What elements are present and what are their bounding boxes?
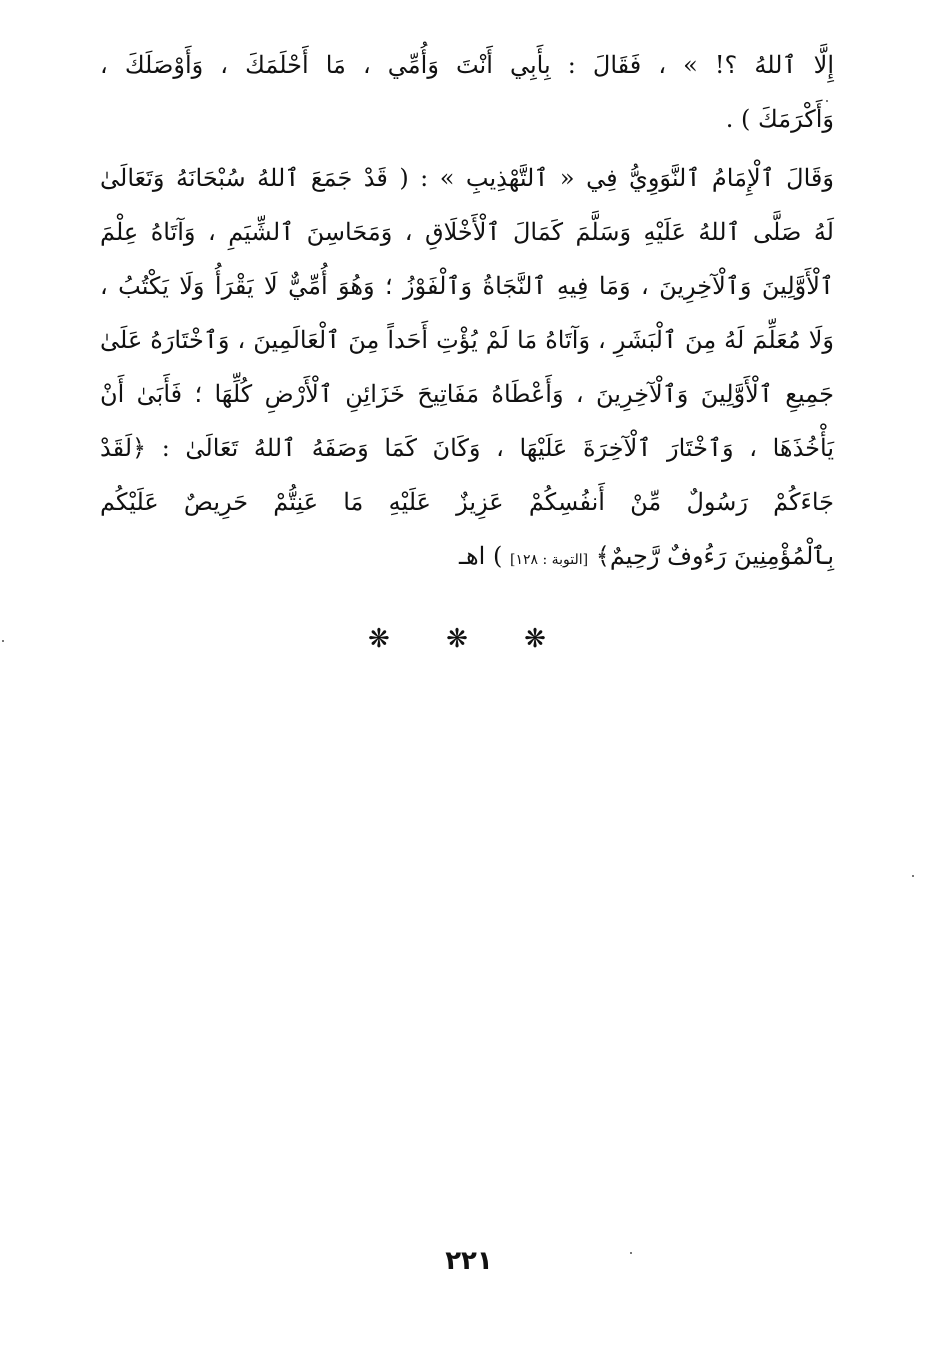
text-line: إِلَّا ٱللهُ ؟! » ، فَقَالَ : بِأَبِي أَنْتَ وَأُمِّي ، مَا أَحْلَمَكَ ، وَأَوْصَلَكَ ، <box>100 51 834 79</box>
text-line: ٱلْأَوَّلِينَ وَٱلْآخِرِينَ ، وَمَا فِيهِ ٱلنَّجَاةُ وَٱلْفَوْزُ ؛ وَهُوَ أُمِّيٌّ لَا يَقْرَأُ وَلَا يَكْتُبُ ، <box>100 272 834 300</box>
scan-speck <box>2 640 4 642</box>
section-separator: ❋ ❋ ❋ <box>368 624 570 654</box>
quran-verse-end: بِٱلْمُؤْمِنِينَ رَءُوفٌ رَّحِيمٌ﴾ <box>595 542 834 570</box>
scan-speck <box>912 875 914 877</box>
quote-closing: ) اهـ <box>458 542 503 570</box>
text-line: يَأْخُذَهَا ، وَٱخْتَارَ ٱلْآخِرَةَ عَلَيْهَا ، وَكَانَ كَمَا وَصَفَهُ ٱللهُ تَعَالَىٰ : ﴿لَقَدْ <box>100 434 834 462</box>
paragraph-2 <box>100 151 834 587</box>
text-line: وَقَالَ ٱلْإِمَامُ ٱلنَّوَوِيُّ فِي « ٱلتَّهْذِيبِ » : ( قَدْ جَمَعَ ٱللهُ سُبْحَانَهُ وَتَعَالَىٰ <box>100 164 834 192</box>
page-number: ٢٢١ <box>445 1246 493 1276</box>
text-line: وَأَكْرَمَكَ ) . <box>725 105 834 133</box>
final-line <box>100 529 834 587</box>
scan-speck <box>630 1252 632 1254</box>
quran-verse-line: جَاءَكُمْ رَسُولٌ مِّنْ أَنفُسِكُمْ عَزِيزٌ عَلَيْهِ مَا عَنِتُّمْ حَرِيصٌ عَلَيْكُم <box>100 488 834 516</box>
scan-speck <box>826 100 828 102</box>
paragraph-1 <box>100 38 834 146</box>
text-line: لَهُ صَلَّى ٱللهُ عَلَيْهِ وَسَلَّمَ كَمَالَ ٱلْأَخْلَاقِ ، وَمَحَاسِنَ ٱلشِّيَمِ ، وَآتَاهُ عِلْمَ <box>100 218 834 246</box>
text-line: جَمِيعِ ٱلْأَوَّلِينَ وَٱلْآخِرِينَ ، وَأَعْطَاهُ مَفَاتِيحَ خَزَائِنِ ٱلْأَرْضِ كُلِّهَا ؛ فَأَبَىٰ أَنْ <box>100 380 835 408</box>
text-line: وَلَا مُعَلِّمَ لَهُ مِنَ ٱلْبَشَرِ ، وَآتَاهُ مَا لَمْ يُؤْتِ أَحَداً مِنَ ٱلْعَالَمِينَ ، وَٱخْتَارَهُ عَلَىٰ <box>100 326 834 354</box>
verse-reference: [التوبة : ١٢٨] <box>509 552 589 568</box>
